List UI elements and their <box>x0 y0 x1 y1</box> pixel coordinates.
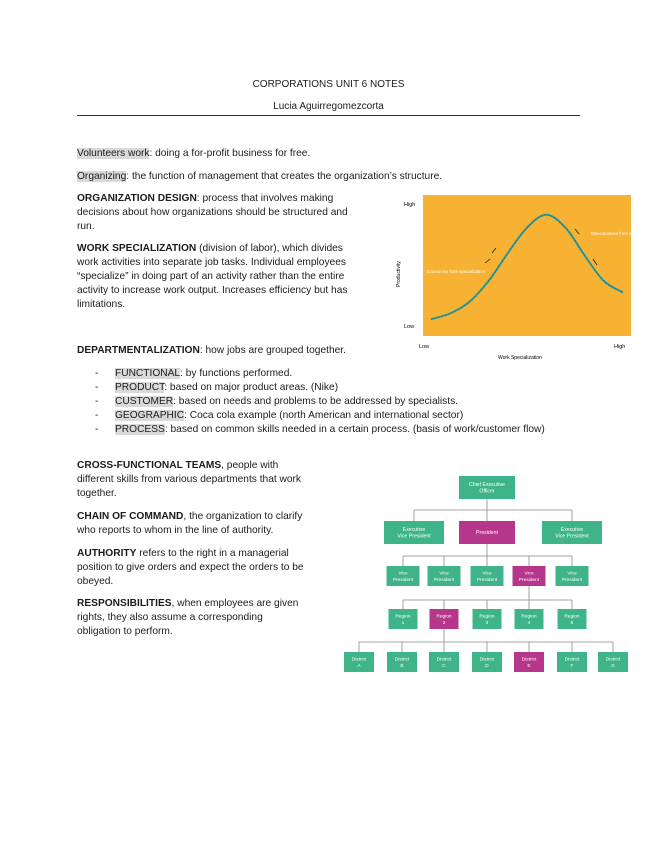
work-spec-paragraph <box>77 242 382 312</box>
authority-line: position to give orders and expect the orders to be <box>77 562 304 573</box>
responsibilities-line: , when employees are given <box>171 598 299 609</box>
list-item-text: : Coca cola example (north American and international sector) <box>184 410 464 421</box>
list-item-term: GEOGRAPHIC <box>115 410 185 421</box>
region-label: 3 <box>485 620 489 626</box>
region-label: Region <box>395 614 411 620</box>
cross-functional-paragraph <box>77 459 332 501</box>
district <box>514 652 544 672</box>
district-label: District <box>521 657 537 663</box>
list-item <box>95 409 545 423</box>
org-design-line: decisions about how organizations should be structured and <box>77 207 348 218</box>
org-design-term: ORGANIZATION DESIGN <box>77 193 197 204</box>
region <box>389 609 418 629</box>
vice-president-label: President <box>476 577 498 583</box>
cross-functional-line: , people with <box>221 460 279 471</box>
list-bullet: - <box>95 410 99 421</box>
cross-functional-line: together. <box>77 488 117 499</box>
chain-of-command-line: who reports to whom in the line of authority. <box>77 525 274 536</box>
work-spec-line: (division of labor), which divides <box>196 243 343 254</box>
authority-term: AUTHORITY <box>77 548 137 559</box>
vice-president <box>471 566 504 586</box>
list-item-term: PRODUCT <box>115 382 165 393</box>
annotation-economies: Economies from specialization <box>427 269 486 274</box>
district-label: G <box>611 663 615 669</box>
org-design-line: : process that involves making <box>196 193 334 204</box>
list-item-term: FUNCTIONAL <box>115 368 181 379</box>
district-label: District <box>351 657 367 663</box>
responsibilities-paragraph <box>77 597 332 639</box>
authority-line: obeyed. <box>77 576 114 587</box>
chart-background <box>423 195 631 336</box>
authority-line: refers to the right in a managerial <box>136 548 289 559</box>
vice-president-label: President <box>392 577 414 583</box>
executive-vp-label: Vice President <box>397 533 431 540</box>
org-boxes <box>344 476 628 672</box>
district-label: D <box>485 663 489 669</box>
chain-of-command-line: , the organization to clarify <box>183 511 303 522</box>
executive-vp <box>384 521 444 544</box>
volunteers-term: Volunteers work <box>77 148 150 159</box>
departmentalization-text: : how jobs are grouped together. <box>199 345 346 356</box>
district-label: F <box>570 663 574 669</box>
region <box>558 609 587 629</box>
departmentalization-heading <box>77 344 346 358</box>
list-bullet: - <box>95 382 99 393</box>
district <box>429 652 459 672</box>
vice-president-label: President <box>433 577 455 583</box>
district <box>472 652 502 672</box>
region-label: Region <box>479 614 495 620</box>
volunteers-definition <box>77 147 310 161</box>
district <box>557 652 587 672</box>
president-label: President <box>476 530 498 537</box>
x-tick-high: High <box>614 344 626 350</box>
district-label: E <box>527 663 531 669</box>
region-label: Region <box>436 614 452 620</box>
list-item <box>95 423 545 437</box>
document-author: Lucia Aguirregomezcorta <box>273 101 384 112</box>
chain-of-command-term: CHAIN OF COMMAND <box>77 511 184 522</box>
volunteers-text: : doing a for-profit business for free. <box>149 148 311 159</box>
vice-president-label: Vice <box>439 571 449 577</box>
y-tick-low: Low <box>404 324 415 330</box>
list-item-text: : based on common skills needed in a certain process. (basis of work/customer flow) <box>164 424 545 435</box>
work-spec-line: work activities into separate job tasks. Individual employees <box>77 257 346 268</box>
district-label: District <box>436 657 452 663</box>
vice-president <box>513 566 546 586</box>
departmentalization-term: DEPARTMENTALIZATION <box>77 345 200 356</box>
district <box>598 652 628 672</box>
district-label: B <box>400 663 404 669</box>
responsibilities-term: RESPONSIBILITIES <box>77 598 172 609</box>
organizing-definition <box>77 170 442 184</box>
cross-functional-term: CROSS-FUNCTIONAL TEAMS <box>77 460 222 471</box>
org-design-paragraph <box>77 192 377 234</box>
list-item <box>95 381 545 395</box>
work-specialization-chart <box>395 195 655 365</box>
organizing-text: : the function of management that creates the organization’s structure. <box>126 171 443 182</box>
responsibilities-line: rights, they also assume a corresponding <box>77 612 263 623</box>
district-label: District <box>564 657 580 663</box>
ceo-label: Chief Executive <box>468 481 506 488</box>
y-tick-high: High <box>404 202 416 208</box>
vice-president-label: Vice <box>567 571 577 577</box>
district-label: District <box>394 657 410 663</box>
vice-president-label: President <box>518 577 540 583</box>
region-label: 4 <box>527 620 531 626</box>
departmentalization-list <box>95 367 545 437</box>
document-title: CORPORATIONS UNIT 6 NOTES <box>252 79 405 90</box>
list-item <box>95 395 545 409</box>
region-label: Region <box>521 614 537 620</box>
district <box>344 652 374 672</box>
x-tick-low: Low <box>419 344 430 350</box>
list-item-text: : by functions performed. <box>180 368 293 379</box>
region <box>430 609 459 629</box>
authority-paragraph <box>77 547 337 589</box>
list-item <box>95 367 545 381</box>
district-label: District <box>605 657 621 663</box>
ceo-label: Officer <box>479 488 495 495</box>
region-label: 1 <box>401 620 405 626</box>
executive-vp <box>542 521 602 544</box>
list-bullet: - <box>95 396 99 407</box>
vice-president <box>387 566 420 586</box>
executive-vp-label: Executive <box>402 526 426 533</box>
vice-president <box>556 566 589 586</box>
list-item-text: : based on major product areas. (Nike) <box>164 382 339 393</box>
ceo <box>459 476 515 499</box>
responsibilities-line: obligation to perform. <box>77 626 173 637</box>
list-bullet: - <box>95 424 99 435</box>
x-axis-label: Work Specialization <box>498 355 542 361</box>
executive-vp-label: Executive <box>560 526 584 533</box>
work-spec-term: WORK SPECIALIZATION <box>77 243 197 254</box>
region-label: Region <box>564 614 580 620</box>
region-label: 5 <box>570 620 574 626</box>
vice-president <box>428 566 461 586</box>
president <box>459 521 515 544</box>
vice-president-label: President <box>561 577 583 583</box>
header-rule <box>77 115 580 116</box>
district <box>387 652 417 672</box>
list-item-term: CUSTOMER <box>115 396 174 407</box>
organization-chart <box>335 472 632 677</box>
organizing-term: Organizing <box>77 171 127 182</box>
y-axis-label: Productivity <box>396 261 402 287</box>
district-label: C <box>442 663 446 669</box>
work-spec-line: activity to increase work output. Increases efficiency but has <box>77 285 348 296</box>
org-design-line: run. <box>77 221 95 232</box>
work-spec-line: “specialize” in doing part of an activity rather than the entire <box>77 271 345 282</box>
executive-vp-label: Vice President <box>555 533 589 540</box>
region <box>473 609 502 629</box>
vice-president-label: Vice <box>398 571 408 577</box>
vice-president-label: Vice <box>524 571 534 577</box>
region <box>515 609 544 629</box>
list-item-text: : based on needs and problems to be addressed by specialists. <box>173 396 458 407</box>
region-label: 2 <box>442 620 446 626</box>
list-bullet: - <box>95 368 99 379</box>
chain-of-command-paragraph <box>77 510 332 538</box>
vice-president-label: Vice <box>482 571 492 577</box>
cross-functional-line: different skills from various departments that work <box>77 474 302 485</box>
work-spec-line: limitations. <box>77 299 126 310</box>
list-item-term: PROCESS <box>115 424 165 435</box>
district-label: District <box>479 657 495 663</box>
annotation-diseconomies: Diseconomies from specialization <box>591 231 655 236</box>
district-label: A <box>357 663 361 669</box>
